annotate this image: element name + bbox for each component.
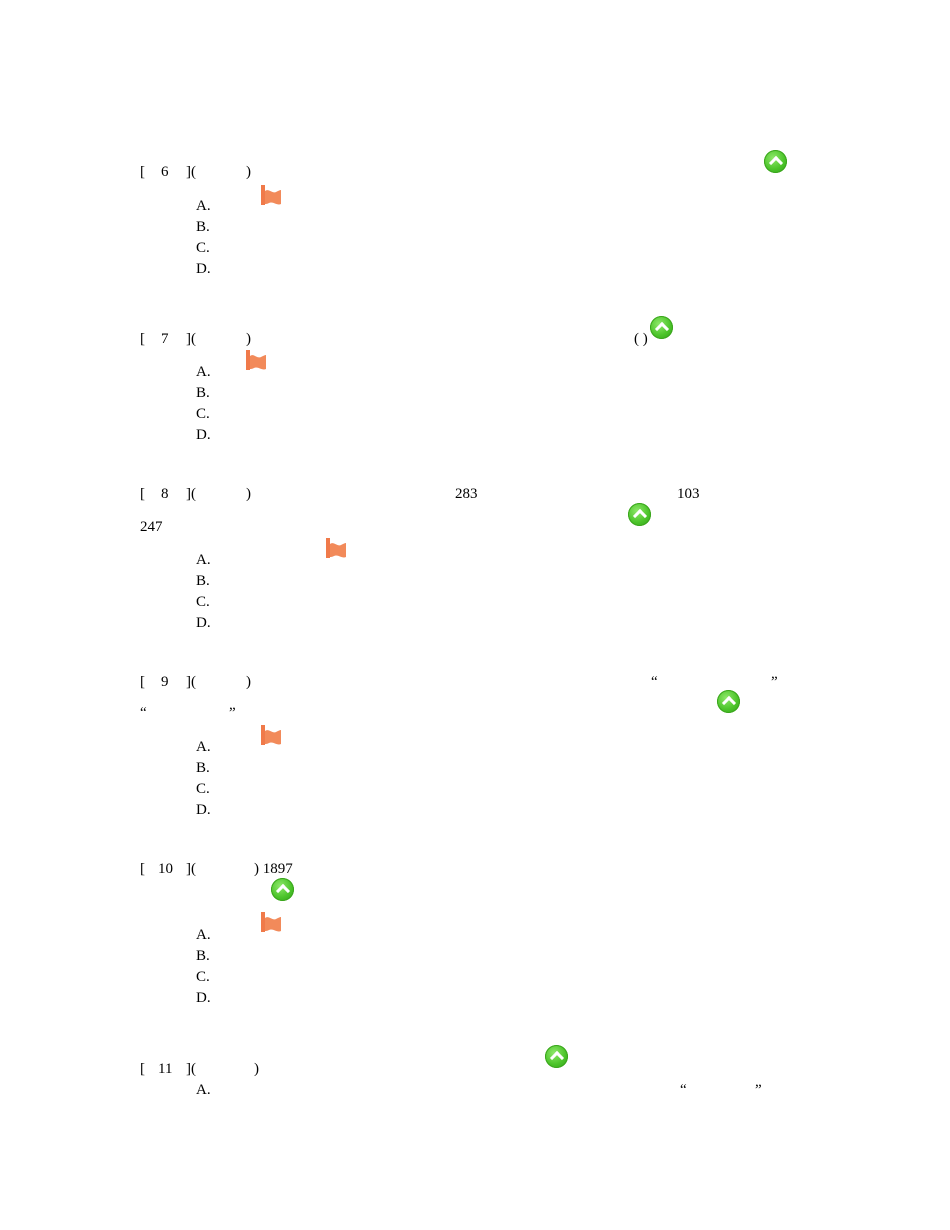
q10-number: 10: [158, 861, 173, 877]
q11-bracket-close: ](: [186, 1061, 196, 1077]
q9-quote-open: “: [651, 674, 658, 690]
q11-a-quote-open: “: [680, 1082, 687, 1098]
q7-paren-close: ): [246, 331, 251, 347]
q11-number: 11: [158, 1061, 173, 1077]
q11-bracket-open: [: [140, 1061, 145, 1077]
q8-paren-close: ): [246, 486, 251, 502]
q8-option-d: D.: [196, 615, 211, 631]
q6-option-d: D.: [196, 261, 211, 277]
q7-option-d: D.: [196, 427, 211, 443]
back-to-top-icon[interactable]: [650, 316, 673, 339]
q8-bracket-open: [: [140, 486, 145, 502]
back-to-top-icon[interactable]: [271, 878, 294, 901]
q9-option-b: B.: [196, 760, 210, 776]
q8-option-a: A.: [196, 552, 211, 568]
q7-option-a: A.: [196, 364, 211, 380]
q7-bracket-open: [: [140, 331, 145, 347]
q8-option-c: C.: [196, 594, 210, 610]
q10-option-b: B.: [196, 948, 210, 964]
q9-line2-quote-close: ”: [229, 705, 236, 721]
q10-bracket-close: ](: [186, 861, 196, 877]
q6-bracket-open: [: [140, 164, 145, 180]
q11-paren-close: ): [254, 1061, 259, 1077]
q7-number: 7: [161, 331, 169, 347]
q8-number-a: 283: [455, 486, 478, 502]
q11-option-a: A.: [196, 1082, 211, 1098]
back-to-top-icon[interactable]: [764, 150, 787, 173]
q10-option-a: A.: [196, 927, 211, 943]
q7-bracket-close: ](: [186, 331, 196, 347]
q6-option-c: C.: [196, 240, 210, 256]
q9-bracket-close: ](: [186, 674, 196, 690]
q10-option-c: C.: [196, 969, 210, 985]
q7-option-b: B.: [196, 385, 210, 401]
back-to-top-icon[interactable]: [545, 1045, 568, 1068]
q8-option-b: B.: [196, 573, 210, 589]
q9-bracket-open: [: [140, 674, 145, 690]
q8-bracket-close: ](: [186, 486, 196, 502]
q7-blank-parens: ( ): [634, 331, 648, 347]
back-to-top-icon[interactable]: [717, 690, 740, 713]
q8-line2: 247: [140, 519, 163, 535]
q7-option-c: C.: [196, 406, 210, 422]
q6-number: 6: [161, 164, 169, 180]
q6-paren-close: ): [246, 164, 251, 180]
bookmark-flag-icon[interactable]: [259, 183, 283, 207]
bookmark-flag-icon[interactable]: [259, 723, 283, 747]
q9-quote-close: ”: [771, 674, 778, 690]
bookmark-flag-icon[interactable]: [244, 348, 268, 372]
back-to-top-icon[interactable]: [628, 503, 651, 526]
q10-bracket-open: [: [140, 861, 145, 877]
q10-paren-close-year: ) 1897: [254, 861, 293, 877]
q8-number-b: 103: [677, 486, 700, 502]
q9-option-d: D.: [196, 802, 211, 818]
q6-option-a: A.: [196, 198, 211, 214]
bookmark-flag-icon[interactable]: [324, 536, 348, 560]
bookmark-flag-icon[interactable]: [259, 910, 283, 934]
q9-option-c: C.: [196, 781, 210, 797]
q10-option-d: D.: [196, 990, 211, 1006]
q8-number: 8: [161, 486, 169, 502]
q6-bracket-close: ](: [186, 164, 196, 180]
q9-number: 9: [161, 674, 169, 690]
q9-line2-quote-open: “: [140, 705, 147, 721]
q9-paren-close: ): [246, 674, 251, 690]
q9-option-a: A.: [196, 739, 211, 755]
q6-option-b: B.: [196, 219, 210, 235]
q11-a-quote-close: ”: [755, 1082, 762, 1098]
